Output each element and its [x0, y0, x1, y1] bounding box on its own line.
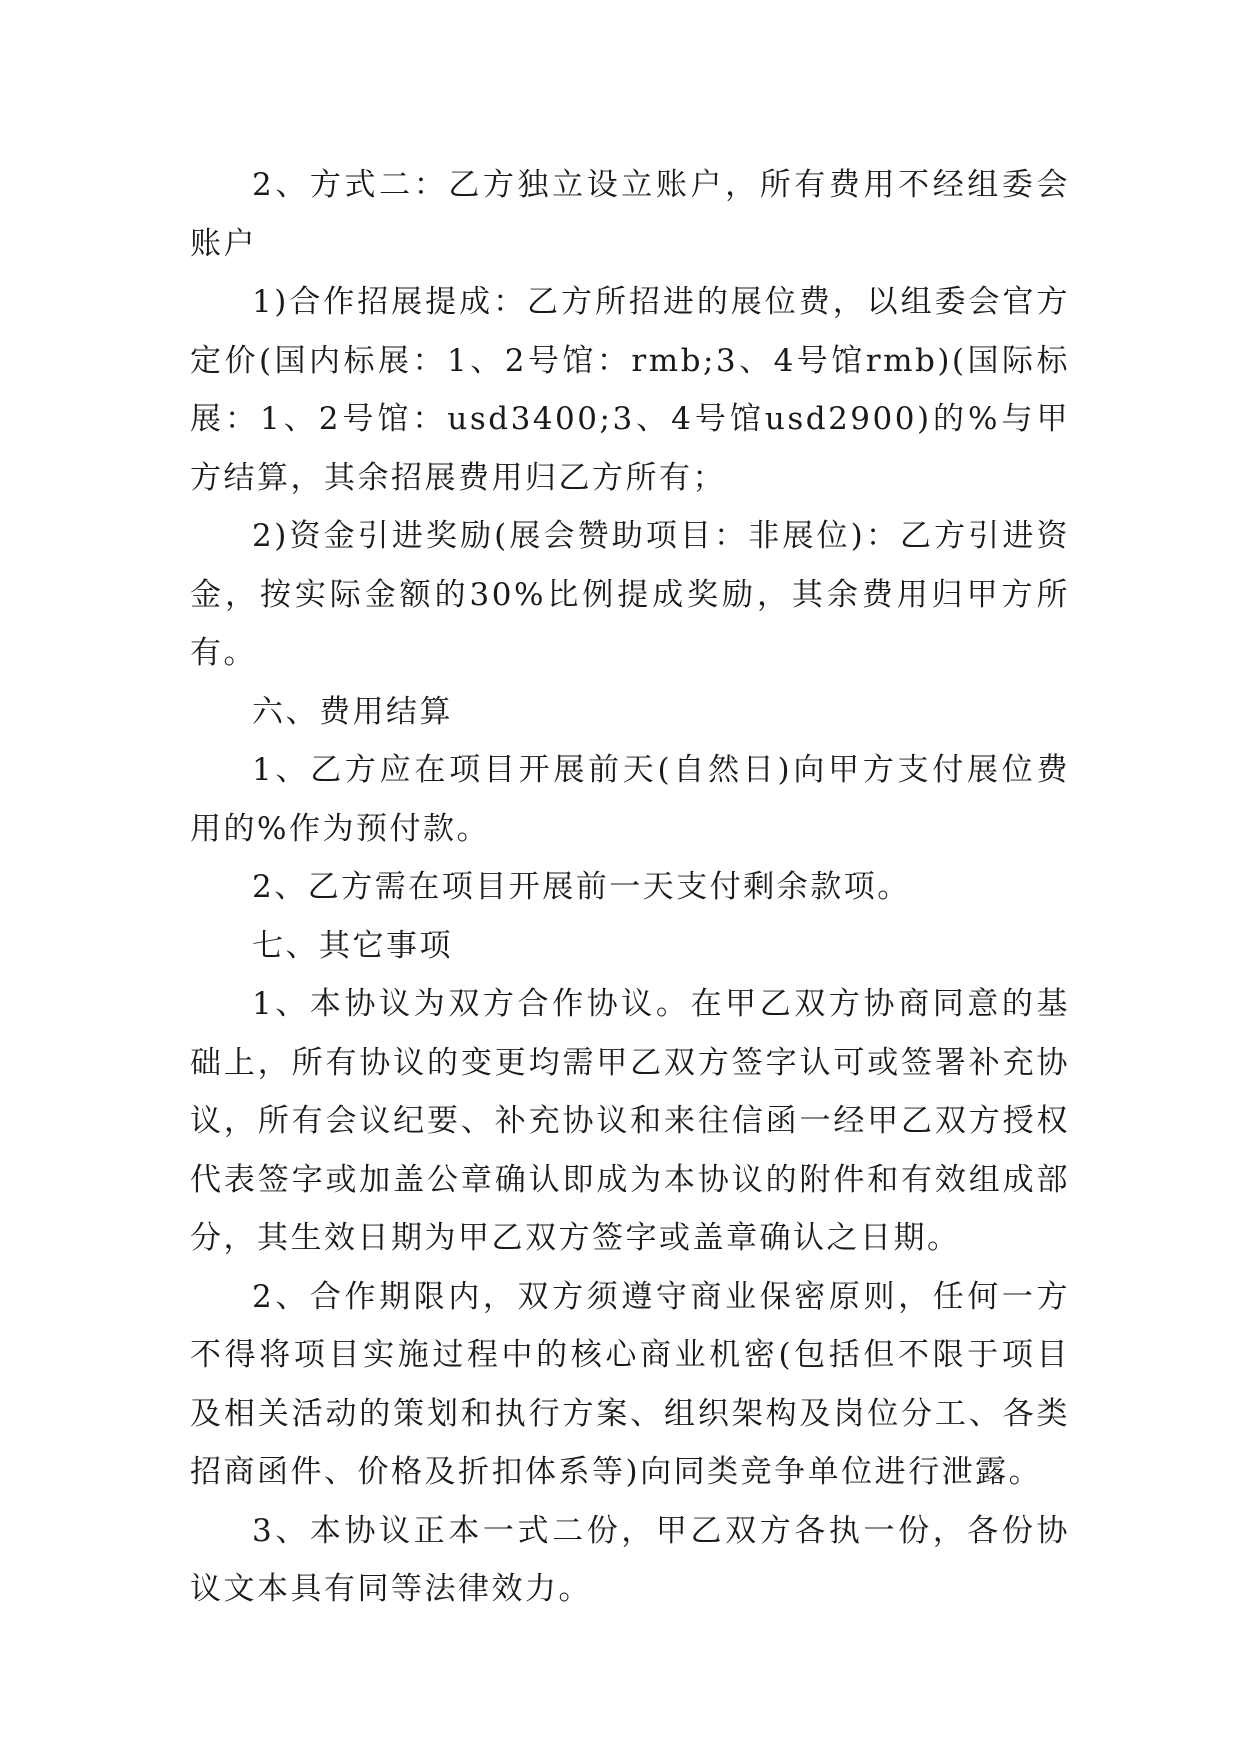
section-heading-other-matters: 七、其它事项 [252, 927, 453, 964]
paragraph-exhibition-commission: 1)合作招展提成：乙方所招进的展位费，以组委会官方定价(国内标展：1、2号馆：rmb;3、4号馆rmb)(国际标展：1、2号馆：usd3400;3、4号馆usd2900)的%与甲方结算，其余招展费用归乙方所有； [190, 284, 1070, 496]
paragraph-confidentiality: 2、合作期限内，双方须遵守商业保密原则，任何一方不得将项目实施过程中的核心商业机密(包括但不限于项目及相关活动的策划和执行方案、组织架构及岗位分工、各类招商函件、价格及折扣体系等)向同类竞争单位进行泄露。 [190, 1278, 1070, 1490]
section-heading-fee-settlement: 六、费用结算 [252, 693, 453, 730]
document-body [190, 156, 1070, 1619]
paragraph-agreement-amendments: 1、本协议为双方合作协议。在甲乙双方协商同意的基础上，所有协议的变更均需甲乙双方签字认可或签署补充协议，所有会议纪要、补充协议和来往信函一经甲乙双方授权代表签字或加盖公章确认即成为本协议的附件和有效组成部分，其生效日期为甲乙双方签字或盖章确认之日期。 [190, 986, 1070, 1256]
paragraph-funding-reward: 2)资金引进奖励(展会赞助项目：非展位)：乙方引进资金，按实际金额的30%比例提成奖励，其余费用归甲方所有。 [190, 518, 1070, 671]
paragraph-method-two: 2、方式二：乙方独立设立账户，所有费用不经组委会账户 [190, 167, 1070, 262]
paragraph-remaining-payment: 2、乙方需在项目开展前一天支付剩余款项。 [252, 869, 911, 905]
paragraph-copies: 3、本协议正本一式二份，甲乙双方各执一份，各份协议文本具有同等法律效力。 [190, 1512, 1070, 1607]
paragraph-prepayment: 1、乙方应在项目开展前天(自然日)向甲方支付展位费用的%作为预付款。 [190, 752, 1070, 847]
